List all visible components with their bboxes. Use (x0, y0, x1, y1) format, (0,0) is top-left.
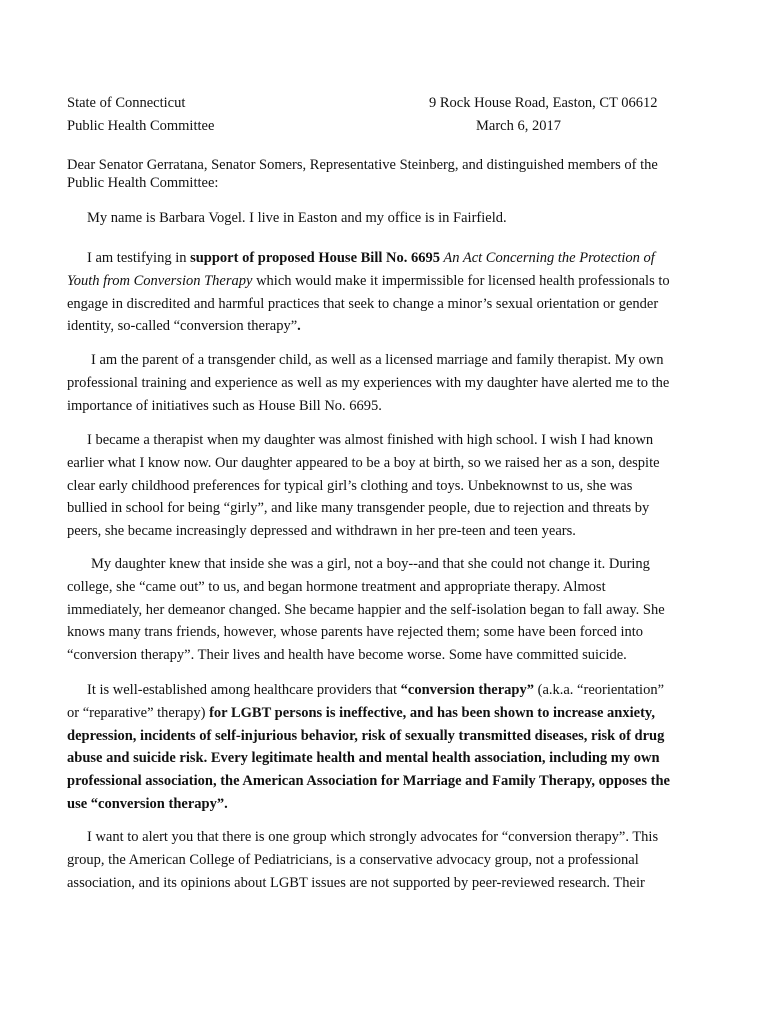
paragraph-parent (67, 349, 707, 417)
paragraph-line: bullied in school for being “girly”, and like many transgender people, due to rejection and threats by (67, 500, 650, 517)
paragraph-line: abuse and suicide risk. Every legitimate health and mental health association, including my own (67, 750, 660, 767)
paragraph-line: I became a therapist when my daughter was almost finished with high school. I wish I had known (87, 432, 654, 448)
text-run: . (297, 318, 301, 335)
paragraph-line: importance of initiatives such as House Bill No. 6695. (67, 397, 382, 414)
text-run: identity, so-called “conversion therapy” (67, 318, 298, 335)
letter-date: March 6, 2017 (476, 118, 561, 134)
paragraph-line: earlier what I know now. Our daughter appeared to be a boy at birth, so we raised her as a son, despite (67, 454, 660, 471)
act-title: Youth from Conversion Therapy (67, 272, 253, 289)
text-run: (a.k.a. “reorientation” (533, 682, 665, 698)
paragraph-line: My daughter knew that inside she was a girl, not a boy--and that she could not change it. During (91, 556, 650, 572)
paragraph-line: peers, she became increasingly depressed and withdrawn in her pre-teen and teen years. (67, 523, 576, 540)
paragraph-support (67, 247, 707, 338)
paragraph-line (67, 702, 707, 725)
paragraph-line: professional training and experience as well as my experiences with my daughter have alerted me to the (67, 374, 670, 391)
paragraph-line: “conversion therapy”. Their lives and health have become worse. Some have committed suicide. (67, 647, 627, 664)
salutation-line: Dear Senator Gerratana, Senator Somers, Representative Steinberg, and distinguished members of the (67, 157, 658, 173)
paragraph-alert (67, 826, 707, 894)
paragraph-line (67, 315, 707, 338)
paragraph-line: engage in discredited and harmful practices that seek to change a minor’s sexual orientation or gender (67, 295, 659, 312)
paragraph-line: professional association, the American Association for Marriage and Family Therapy, opposes the (67, 773, 670, 790)
paragraph-line: depression, incidents of self-injurious behavior, risk of sexually transmitted diseases, risk of drug (67, 727, 665, 744)
text-run: I am testifying in (87, 250, 191, 266)
text-run: which would make it impermissible for licensed health professionals to (252, 272, 670, 289)
text-run: It is well-established among healthcare providers that (87, 682, 401, 698)
paragraph-line: association, and its opinions about LGBT issues are not supported by peer-reviewed research. Their (67, 874, 645, 891)
paragraph-line (67, 270, 707, 293)
paragraph-line: group, the American College of Pediatricians, is a conservative advocacy group, not a professional (67, 851, 639, 868)
paragraph-line: My name is Barbara Vogel. I live in Easton and my office is in Fairfield. (87, 210, 507, 226)
paragraph-line (67, 679, 707, 702)
paragraph-line: clear early childhood preferences for typical girl’s clothing and toys. Unbeknownst to us, she was (67, 477, 633, 494)
sender-address: 9 Rock House Road, Easton, CT 06612 (429, 95, 658, 111)
salutation-line: Public Health Committee: (67, 174, 219, 191)
paragraph-therapist (67, 429, 707, 543)
bill-reference: support of proposed House Bill No. 6695 (190, 250, 440, 266)
paragraph-line: immediately, her demeanor changed. She became happier and the self-isolation began to fall away. She (67, 601, 665, 618)
paragraph-line: knows many trans friends, however, whose parents have rejected them; some have been forced into (67, 624, 643, 641)
act-title: An Act Concerning the Protection of (440, 250, 655, 266)
paragraph-line: I am the parent of a transgender child, as well as a licensed marriage and family therapist. My own (91, 352, 664, 368)
text-run: “conversion therapy” (400, 682, 534, 698)
paragraph-intro (67, 207, 707, 230)
paragraph-line: use “conversion therapy”. (67, 795, 228, 812)
paragraph-line: college, she “came out” to us, and began hormone treatment and appropriate therapy. Almost (67, 578, 606, 595)
recipient-committee: Public Health Committee (67, 118, 215, 134)
paragraph-daughter (67, 553, 707, 667)
paragraph-consensus (67, 679, 707, 816)
recipient-state: State of Connecticut (67, 95, 186, 111)
paragraph-line (67, 247, 707, 270)
salutation (67, 154, 707, 195)
text-run: for LGBT persons is ineffective, and has been shown to increase anxiety, (209, 704, 655, 721)
paragraph-line: I want to alert you that there is one group which strongly advocates for “conversion therapy”. This (87, 829, 659, 845)
text-run: or “reparative” therapy) (67, 704, 210, 721)
